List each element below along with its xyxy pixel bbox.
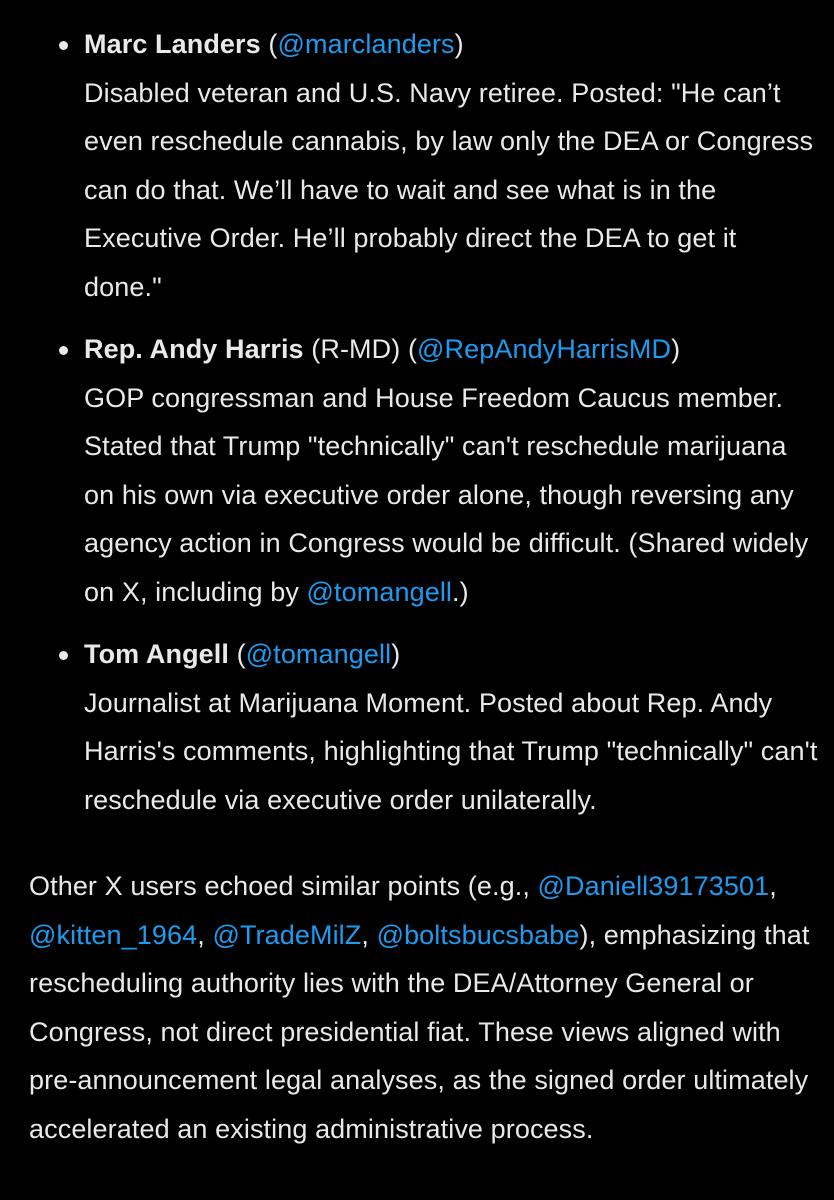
list-item xyxy=(29,630,819,824)
bullet-icon xyxy=(59,651,68,660)
close-paren: ) xyxy=(391,639,401,669)
handle-link[interactable]: @RepAndyHarrisMD xyxy=(417,334,672,364)
separator: , xyxy=(197,919,213,950)
summary-rest: ), emphasizing that rescheduling authority lies with the DEA/Attorney General or Congress, not direct presidential fiat. These views aligned with pre-announcement legal analyses, as the signed order ultimately accelerated an existing administrative process. xyxy=(29,919,810,1144)
person-affiliation: (R-MD) xyxy=(303,334,401,364)
open-paren: ( xyxy=(229,639,246,669)
person-description xyxy=(84,374,819,617)
description-end: .) xyxy=(452,576,469,607)
separator: , xyxy=(361,919,377,950)
person-name: Rep. Andy Harris xyxy=(84,334,304,364)
handle-link[interactable]: @tomangell xyxy=(306,576,453,607)
person-description: Disabled veteran and U.S. Navy retiree. Posted: "He can’t even reschedule cannabis, by law only the DEA or Congress can do that. We’ll have to wait and see what is in the Executive Order. He’ll probably direct the DEA to get it done." xyxy=(84,77,814,302)
list-item xyxy=(29,325,819,616)
handle-link[interactable]: @marclanders xyxy=(277,29,455,59)
person-name: Tom Angell xyxy=(84,639,229,669)
person-description: Journalist at Marijuana Moment. Posted about Rep. Andy Harris's comments, highlighting that Trump "technically" can't reschedule via executive order unilaterally. xyxy=(84,687,818,815)
summary-paragraph xyxy=(29,862,819,1153)
handle-link[interactable]: @Daniell39173501 xyxy=(537,871,770,901)
open-paren: ( xyxy=(400,334,418,364)
separator: , xyxy=(769,871,777,901)
close-paren: ) xyxy=(671,334,681,364)
bullet-icon xyxy=(59,41,68,50)
description-text: GOP congressman and House Freedom Caucus member. Stated that Trump "technically" can't reschedule marijuana on his own via executive order alone, though reversing any agency action in Congress would be difficult. (Shared widely on X, including by xyxy=(84,382,809,607)
list-item xyxy=(29,20,819,311)
response-content xyxy=(29,20,819,1153)
handle-link[interactable]: @kitten_1964 xyxy=(29,919,198,950)
people-list xyxy=(29,20,819,824)
handle-link[interactable]: @TradeMilZ xyxy=(212,919,362,950)
person-name: Marc Landers xyxy=(84,29,261,59)
close-paren: ) xyxy=(454,29,464,59)
handle-link[interactable]: @tomangell xyxy=(245,639,392,669)
open-paren: ( xyxy=(260,29,278,59)
bullet-icon xyxy=(59,346,68,355)
handle-link[interactable]: @boltsbucsbabe xyxy=(376,919,580,950)
summary-intro: Other X users echoed similar points (e.g., xyxy=(29,871,538,901)
